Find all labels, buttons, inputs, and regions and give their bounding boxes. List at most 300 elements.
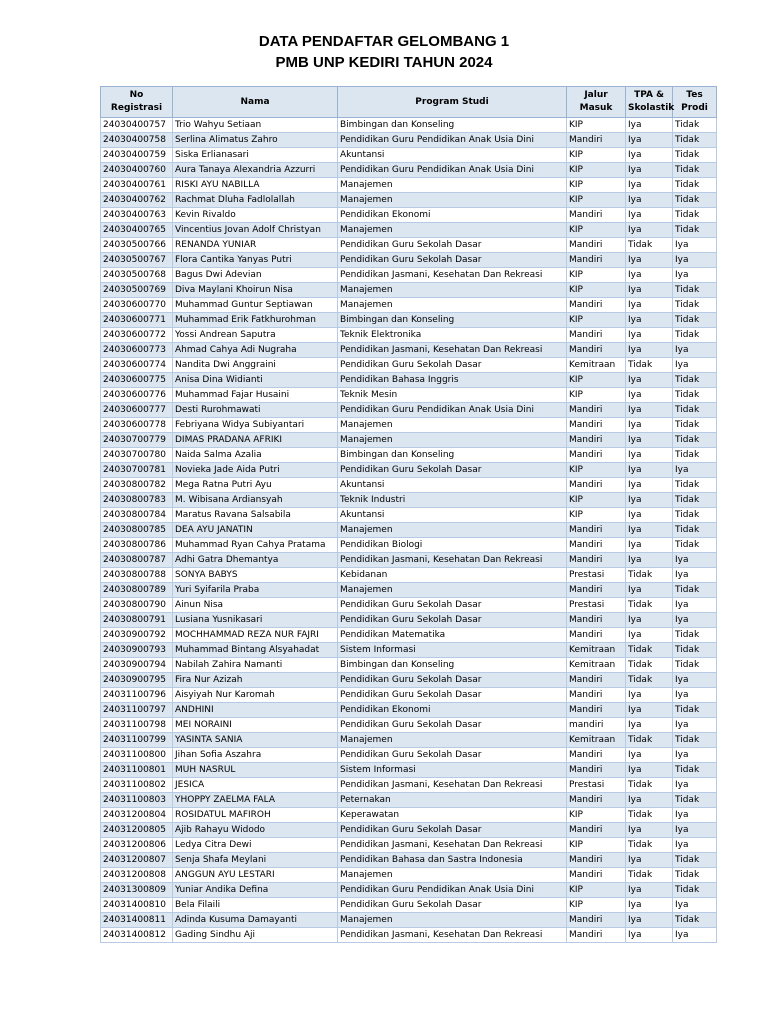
table-row	[101, 583, 717, 598]
cell-nama: Vincentius Jovan Adolf Christyan	[173, 223, 338, 238]
table-row	[101, 418, 717, 433]
cell-tes-prodi: Iya	[673, 718, 717, 733]
cell-no-registrasi: 24030800787	[101, 553, 173, 568]
cell-tpa-skolastik: Iya	[626, 403, 673, 418]
cell-nama: Anisa Dina Widianti	[173, 373, 338, 388]
cell-jalur-masuk: Kemitraan	[567, 733, 626, 748]
cell-tpa-skolastik: Tidak	[626, 238, 673, 253]
cell-nama: Fira Nur Azizah	[173, 673, 338, 688]
cell-no-registrasi: 24030600773	[101, 343, 173, 358]
cell-tpa-skolastik: Iya	[626, 268, 673, 283]
cell-no-registrasi: 24030800784	[101, 508, 173, 523]
cell-tpa-skolastik: Iya	[626, 748, 673, 763]
table-row	[101, 523, 717, 538]
cell-nama: Serlina Alimatus Zahro	[173, 133, 338, 148]
cell-no-registrasi: 24030500769	[101, 283, 173, 298]
column-header-nama	[173, 87, 338, 118]
column-header-tpa-skolastik	[626, 87, 673, 118]
cell-nama: JESICA	[173, 778, 338, 793]
cell-nama: Aura Tanaya Alexandria Azzurri	[173, 163, 338, 178]
cell-tpa-skolastik: Tidak	[626, 838, 673, 853]
cell-no-registrasi: 24030500766	[101, 238, 173, 253]
cell-jalur-masuk: KIP	[567, 178, 626, 193]
header-tes-line2: Prodi	[681, 103, 708, 113]
cell-program-studi: Pendidikan Guru Sekolah Dasar	[338, 253, 567, 268]
document-header	[0, 31, 768, 73]
table-row	[101, 118, 717, 133]
table-row	[101, 238, 717, 253]
table-row	[101, 868, 717, 883]
table-row	[101, 298, 717, 313]
cell-jalur-masuk: Prestasi	[567, 568, 626, 583]
cell-tpa-skolastik: Iya	[626, 148, 673, 163]
cell-tes-prodi: Tidak	[673, 388, 717, 403]
cell-tes-prodi: Iya	[673, 238, 717, 253]
cell-jalur-masuk: Mandiri	[567, 298, 626, 313]
cell-tpa-skolastik: Iya	[626, 508, 673, 523]
table-row	[101, 433, 717, 448]
cell-nama: DIMAS PRADANA AFRIKI	[173, 433, 338, 448]
cell-nama: DEA AYU JANATIN	[173, 523, 338, 538]
cell-nama: Flora Cantika Yanyas Putri	[173, 253, 338, 268]
cell-nama: Nabilah Zahira Namanti	[173, 658, 338, 673]
cell-nama: Nandita Dwi Anggraini	[173, 358, 338, 373]
cell-program-studi: Pendidikan Guru Sekolah Dasar	[338, 823, 567, 838]
cell-tpa-skolastik: Iya	[626, 763, 673, 778]
cell-no-registrasi: 24031200804	[101, 808, 173, 823]
cell-jalur-masuk: Mandiri	[567, 703, 626, 718]
cell-tpa-skolastik: Iya	[626, 523, 673, 538]
cell-nama: M. Wibisana Ardiansyah	[173, 493, 338, 508]
cell-no-registrasi: 24031100796	[101, 688, 173, 703]
table-row	[101, 328, 717, 343]
cell-no-registrasi: 24030700780	[101, 448, 173, 463]
cell-jalur-masuk: Kemitraan	[567, 358, 626, 373]
cell-jalur-masuk: Prestasi	[567, 778, 626, 793]
cell-nama: Siska Erlianasari	[173, 148, 338, 163]
table-row	[101, 358, 717, 373]
cell-tes-prodi: Tidak	[673, 853, 717, 868]
cell-nama: Yuri Syifarila Praba	[173, 583, 338, 598]
cell-nama: Maratus Ravana Salsabila	[173, 508, 338, 523]
cell-program-studi: Pendidikan Guru Pendidikan Anak Usia Dini	[338, 133, 567, 148]
cell-jalur-masuk: Mandiri	[567, 553, 626, 568]
cell-tes-prodi: Iya	[673, 253, 717, 268]
cell-tpa-skolastik: Iya	[626, 448, 673, 463]
table-row	[101, 208, 717, 223]
cell-tes-prodi: Tidak	[673, 328, 717, 343]
cell-nama: Naida Salma Azalia	[173, 448, 338, 463]
cell-nama: Muhammad Guntur Septiawan	[173, 298, 338, 313]
cell-tpa-skolastik: Iya	[626, 433, 673, 448]
header-row	[101, 87, 717, 118]
cell-program-studi: Pendidikan Guru Sekolah Dasar	[338, 598, 567, 613]
cell-tes-prodi: Tidak	[673, 283, 717, 298]
cell-no-registrasi: 24030400760	[101, 163, 173, 178]
header-nama-label: Nama	[240, 96, 270, 107]
cell-nama: Yuniar Andika Defina	[173, 883, 338, 898]
table-row	[101, 913, 717, 928]
cell-tpa-skolastik: Iya	[626, 253, 673, 268]
cell-jalur-masuk: mandiri	[567, 718, 626, 733]
cell-no-registrasi: 24030400758	[101, 133, 173, 148]
cell-nama: ANGGUN AYU LESTARI	[173, 868, 338, 883]
cell-program-studi: Keperawatan	[338, 808, 567, 823]
table-row	[101, 313, 717, 328]
cell-nama: RENANDA YUNIAR	[173, 238, 338, 253]
cell-program-studi: Teknik Elektronika	[338, 328, 567, 343]
table-row	[101, 823, 717, 838]
cell-nama: ROSIDATUL MAFIROH	[173, 808, 338, 823]
cell-jalur-masuk: Prestasi	[567, 598, 626, 613]
cell-program-studi: Sistem Informasi	[338, 643, 567, 658]
cell-no-registrasi: 24030800785	[101, 523, 173, 538]
cell-no-registrasi: 24031100803	[101, 793, 173, 808]
cell-tes-prodi: Tidak	[673, 163, 717, 178]
cell-nama: Aisyiyah Nur Karomah	[173, 688, 338, 703]
cell-jalur-masuk: KIP	[567, 508, 626, 523]
cell-program-studi: Pendidikan Matematika	[338, 628, 567, 643]
cell-jalur-masuk: KIP	[567, 283, 626, 298]
cell-tpa-skolastik: Iya	[626, 328, 673, 343]
cell-program-studi: Akuntansi	[338, 478, 567, 493]
cell-program-studi: Manajemen	[338, 523, 567, 538]
cell-tes-prodi: Iya	[673, 898, 717, 913]
cell-nama: Muhammad Erik Fatkhurohman	[173, 313, 338, 328]
cell-jalur-masuk: Kemitraan	[567, 643, 626, 658]
cell-nama: Rachmat Dluha Fadlolallah	[173, 193, 338, 208]
cell-no-registrasi: 24030500768	[101, 268, 173, 283]
cell-program-studi: Pendidikan Jasmani, Kesehatan Dan Rekreasi	[338, 928, 567, 943]
cell-tes-prodi: Tidak	[673, 313, 717, 328]
cell-no-registrasi: 24030400761	[101, 178, 173, 193]
cell-program-studi: Pendidikan Guru Sekolah Dasar	[338, 748, 567, 763]
cell-tpa-skolastik: Iya	[626, 118, 673, 133]
table-row	[101, 148, 717, 163]
cell-tpa-skolastik: Tidak	[626, 733, 673, 748]
cell-tes-prodi: Iya	[673, 778, 717, 793]
cell-jalur-masuk: Mandiri	[567, 343, 626, 358]
cell-tes-prodi: Iya	[673, 553, 717, 568]
cell-tpa-skolastik: Iya	[626, 898, 673, 913]
header-no-label: No Registrasi	[110, 90, 163, 113]
cell-tes-prodi: Tidak	[673, 763, 717, 778]
cell-nama: MEI NORAINI	[173, 718, 338, 733]
cell-nama: Adhi Gatra Dhemantya	[173, 553, 338, 568]
cell-tpa-skolastik: Tidak	[626, 808, 673, 823]
cell-program-studi: Pendidikan Guru Sekolah Dasar	[338, 238, 567, 253]
cell-tes-prodi: Tidak	[673, 493, 717, 508]
cell-no-registrasi: 24031100798	[101, 718, 173, 733]
cell-no-registrasi: 24030600770	[101, 298, 173, 313]
cell-program-studi: Manajemen	[338, 223, 567, 238]
table-row	[101, 568, 717, 583]
cell-jalur-masuk: KIP	[567, 388, 626, 403]
cell-jalur-masuk: Mandiri	[567, 748, 626, 763]
cell-jalur-masuk: Mandiri	[567, 523, 626, 538]
cell-tes-prodi: Tidak	[673, 448, 717, 463]
table-row	[101, 283, 717, 298]
table-row	[101, 373, 717, 388]
cell-tes-prodi: Iya	[673, 358, 717, 373]
cell-tpa-skolastik: Iya	[626, 343, 673, 358]
cell-jalur-masuk: KIP	[567, 223, 626, 238]
column-header-jalur-masuk	[567, 87, 626, 118]
table-row	[101, 478, 717, 493]
cell-tes-prodi: Tidak	[673, 478, 717, 493]
table-row	[101, 538, 717, 553]
cell-tes-prodi: Tidak	[673, 703, 717, 718]
cell-tes-prodi: Iya	[673, 838, 717, 853]
cell-program-studi: Pendidikan Guru Sekolah Dasar	[338, 898, 567, 913]
cell-nama: Ledya Citra Dewi	[173, 838, 338, 853]
cell-tes-prodi: Iya	[673, 613, 717, 628]
cell-jalur-masuk: Kemitraan	[567, 658, 626, 673]
cell-nama: MOCHHAMMAD REZA NUR FAJRI	[173, 628, 338, 643]
cell-no-registrasi: 24030800783	[101, 493, 173, 508]
cell-nama: Ahmad Cahya Adi Nugraha	[173, 343, 338, 358]
cell-jalur-masuk: KIP	[567, 883, 626, 898]
cell-jalur-masuk: Mandiri	[567, 403, 626, 418]
cell-nama: Diva Maylani Khoirun Nisa	[173, 283, 338, 298]
table-row	[101, 808, 717, 823]
cell-tpa-skolastik: Iya	[626, 793, 673, 808]
cell-jalur-masuk: Mandiri	[567, 793, 626, 808]
cell-program-studi: Pendidikan Guru Sekolah Dasar	[338, 463, 567, 478]
cell-tes-prodi: Tidak	[673, 373, 717, 388]
cell-no-registrasi: 24030400757	[101, 118, 173, 133]
table-row	[101, 643, 717, 658]
table-row	[101, 838, 717, 853]
cell-tpa-skolastik: Iya	[626, 628, 673, 643]
cell-tes-prodi: Tidak	[673, 178, 717, 193]
cell-program-studi: Manajemen	[338, 913, 567, 928]
cell-tes-prodi: Tidak	[673, 793, 717, 808]
cell-nama: Ainun Nisa	[173, 598, 338, 613]
cell-program-studi: Kebidanan	[338, 568, 567, 583]
cell-jalur-masuk: KIP	[567, 838, 626, 853]
cell-tes-prodi: Tidak	[673, 508, 717, 523]
header-jalur-line2: Masuk	[579, 103, 613, 113]
table-row	[101, 508, 717, 523]
cell-no-registrasi: 24030600774	[101, 358, 173, 373]
cell-program-studi: Pendidikan Ekonomi	[338, 703, 567, 718]
cell-no-registrasi: 24030700779	[101, 433, 173, 448]
cell-jalur-masuk: Mandiri	[567, 253, 626, 268]
cell-tes-prodi: Iya	[673, 688, 717, 703]
cell-tpa-skolastik: Iya	[626, 688, 673, 703]
cell-no-registrasi: 24030400762	[101, 193, 173, 208]
cell-jalur-masuk: Mandiri	[567, 238, 626, 253]
cell-jalur-masuk: Mandiri	[567, 448, 626, 463]
cell-no-registrasi: 24031300809	[101, 883, 173, 898]
cell-no-registrasi: 24031200806	[101, 838, 173, 853]
cell-tes-prodi: Iya	[673, 343, 717, 358]
cell-tes-prodi: Iya	[673, 568, 717, 583]
cell-program-studi: Pendidikan Bahasa dan Sastra Indonesia	[338, 853, 567, 868]
cell-program-studi: Pendidikan Guru Sekolah Dasar	[338, 718, 567, 733]
cell-jalur-masuk: Mandiri	[567, 328, 626, 343]
cell-no-registrasi: 24030800782	[101, 478, 173, 493]
cell-tpa-skolastik: Iya	[626, 913, 673, 928]
cell-jalur-masuk: KIP	[567, 808, 626, 823]
cell-jalur-masuk: Mandiri	[567, 478, 626, 493]
cell-no-registrasi: 24030900792	[101, 628, 173, 643]
column-header-program-studi	[338, 87, 567, 118]
table-row	[101, 448, 717, 463]
cell-jalur-masuk: Mandiri	[567, 688, 626, 703]
cell-program-studi: Pendidikan Guru Pendidikan Anak Usia Dini	[338, 403, 567, 418]
table-row	[101, 163, 717, 178]
cell-tes-prodi: Iya	[673, 673, 717, 688]
document-subtitle: PMB UNP KEDIRI TAHUN 2024	[275, 54, 493, 71]
column-header-no-registrasi	[101, 87, 173, 118]
cell-tpa-skolastik: Iya	[626, 283, 673, 298]
cell-tpa-skolastik: Tidak	[626, 673, 673, 688]
cell-program-studi: Bimbingan dan Konseling	[338, 658, 567, 673]
cell-jalur-masuk: KIP	[567, 373, 626, 388]
cell-no-registrasi: 24030900794	[101, 658, 173, 673]
cell-no-registrasi: 24031400810	[101, 898, 173, 913]
cell-tes-prodi: Tidak	[673, 298, 717, 313]
table-row	[101, 178, 717, 193]
cell-tpa-skolastik: Tidak	[626, 658, 673, 673]
cell-tpa-skolastik: Iya	[626, 373, 673, 388]
cell-nama: YASINTA SANIA	[173, 733, 338, 748]
table-row	[101, 493, 717, 508]
table-row	[101, 223, 717, 238]
cell-program-studi: Teknik Industri	[338, 493, 567, 508]
cell-tes-prodi: Tidak	[673, 733, 717, 748]
cell-tpa-skolastik: Iya	[626, 463, 673, 478]
table-row	[101, 403, 717, 418]
cell-program-studi: Bimbingan dan Konseling	[338, 118, 567, 133]
table-row	[101, 628, 717, 643]
column-header-tes-prodi	[673, 87, 717, 118]
cell-program-studi: Akuntansi	[338, 148, 567, 163]
cell-jalur-masuk: Mandiri	[567, 673, 626, 688]
cell-tpa-skolastik: Iya	[626, 718, 673, 733]
cell-jalur-masuk: Mandiri	[567, 208, 626, 223]
table-row	[101, 658, 717, 673]
cell-jalur-masuk: Mandiri	[567, 628, 626, 643]
cell-jalur-masuk: KIP	[567, 493, 626, 508]
cell-tpa-skolastik: Tidak	[626, 643, 673, 658]
cell-program-studi: Pendidikan Jasmani, Kesehatan Dan Rekreasi	[338, 343, 567, 358]
cell-nama: Ajib Rahayu Widodo	[173, 823, 338, 838]
cell-nama: SONYA BABYS	[173, 568, 338, 583]
cell-tpa-skolastik: Iya	[626, 853, 673, 868]
cell-jalur-masuk: Mandiri	[567, 913, 626, 928]
cell-jalur-masuk: KIP	[567, 898, 626, 913]
cell-program-studi: Manajemen	[338, 733, 567, 748]
cell-tes-prodi: Tidak	[673, 883, 717, 898]
header-jalur-line1: Jalur	[584, 90, 608, 100]
cell-tes-prodi: Iya	[673, 808, 717, 823]
cell-no-registrasi: 24031100801	[101, 763, 173, 778]
cell-nama: Novieka Jade Aida Putri	[173, 463, 338, 478]
cell-jalur-masuk: Mandiri	[567, 418, 626, 433]
cell-program-studi: Bimbingan dan Konseling	[338, 313, 567, 328]
table-row	[101, 778, 717, 793]
cell-tes-prodi: Tidak	[673, 643, 717, 658]
cell-no-registrasi: 24030900793	[101, 643, 173, 658]
cell-no-registrasi: 24030600775	[101, 373, 173, 388]
cell-nama: Senja Shafa Meylani	[173, 853, 338, 868]
cell-no-registrasi: 24030400759	[101, 148, 173, 163]
cell-no-registrasi: 24030600778	[101, 418, 173, 433]
cell-tes-prodi: Tidak	[673, 193, 717, 208]
cell-program-studi: Akuntansi	[338, 508, 567, 523]
cell-program-studi: Manajemen	[338, 283, 567, 298]
cell-no-registrasi: 24030500767	[101, 253, 173, 268]
cell-jalur-masuk: Mandiri	[567, 538, 626, 553]
cell-tes-prodi: Tidak	[673, 118, 717, 133]
cell-jalur-masuk: KIP	[567, 193, 626, 208]
cell-tpa-skolastik: Iya	[626, 703, 673, 718]
table-row	[101, 733, 717, 748]
cell-no-registrasi: 24031100802	[101, 778, 173, 793]
cell-tes-prodi: Tidak	[673, 208, 717, 223]
cell-nama: Bela Filaili	[173, 898, 338, 913]
cell-tpa-skolastik: Iya	[626, 133, 673, 148]
cell-program-studi: Pendidikan Guru Pendidikan Anak Usia Dini	[338, 163, 567, 178]
header-tes-line1: Tes	[686, 90, 703, 100]
cell-program-studi: Manajemen	[338, 193, 567, 208]
header-tpa-line2: Skolastik	[628, 103, 675, 113]
cell-no-registrasi: 24031200805	[101, 823, 173, 838]
cell-tpa-skolastik: Iya	[626, 823, 673, 838]
cell-program-studi: Manajemen	[338, 178, 567, 193]
cell-tpa-skolastik: Iya	[626, 388, 673, 403]
cell-tpa-skolastik: Iya	[626, 883, 673, 898]
cell-no-registrasi: 24030800790	[101, 598, 173, 613]
cell-tes-prodi: Iya	[673, 268, 717, 283]
cell-program-studi: Pendidikan Guru Sekolah Dasar	[338, 358, 567, 373]
cell-tpa-skolastik: Iya	[626, 163, 673, 178]
cell-tpa-skolastik: Tidak	[626, 598, 673, 613]
cell-nama: Bagus Dwi Adevian	[173, 268, 338, 283]
cell-program-studi: Pendidikan Guru Sekolah Dasar	[338, 688, 567, 703]
table-row	[101, 748, 717, 763]
cell-tes-prodi: Tidak	[673, 583, 717, 598]
cell-tpa-skolastik: Tidak	[626, 868, 673, 883]
cell-program-studi: Manajemen	[338, 583, 567, 598]
cell-nama: Lusiana Yusnikasari	[173, 613, 338, 628]
cell-tes-prodi: Tidak	[673, 523, 717, 538]
cell-program-studi: Manajemen	[338, 298, 567, 313]
cell-program-studi: Pendidikan Jasmani, Kesehatan Dan Rekreasi	[338, 838, 567, 853]
cell-jalur-masuk: KIP	[567, 268, 626, 283]
cell-jalur-masuk: Mandiri	[567, 613, 626, 628]
cell-no-registrasi: 24030800786	[101, 538, 173, 553]
cell-tpa-skolastik: Iya	[626, 178, 673, 193]
table-row	[101, 883, 717, 898]
document-title: DATA PENDAFTAR GELOMBANG 1	[258, 33, 510, 50]
cell-jalur-masuk: Mandiri	[567, 928, 626, 943]
cell-tpa-skolastik: Iya	[626, 553, 673, 568]
cell-no-registrasi: 24031200808	[101, 868, 173, 883]
cell-tes-prodi: Tidak	[673, 913, 717, 928]
table-row	[101, 598, 717, 613]
table-row	[101, 193, 717, 208]
cell-program-studi: Bimbingan dan Konseling	[338, 448, 567, 463]
cell-nama: Mega Ratna Putri Ayu	[173, 478, 338, 493]
cell-no-registrasi: 24031100797	[101, 703, 173, 718]
cell-no-registrasi: 24031100799	[101, 733, 173, 748]
table-row	[101, 253, 717, 268]
table-header	[101, 87, 717, 118]
